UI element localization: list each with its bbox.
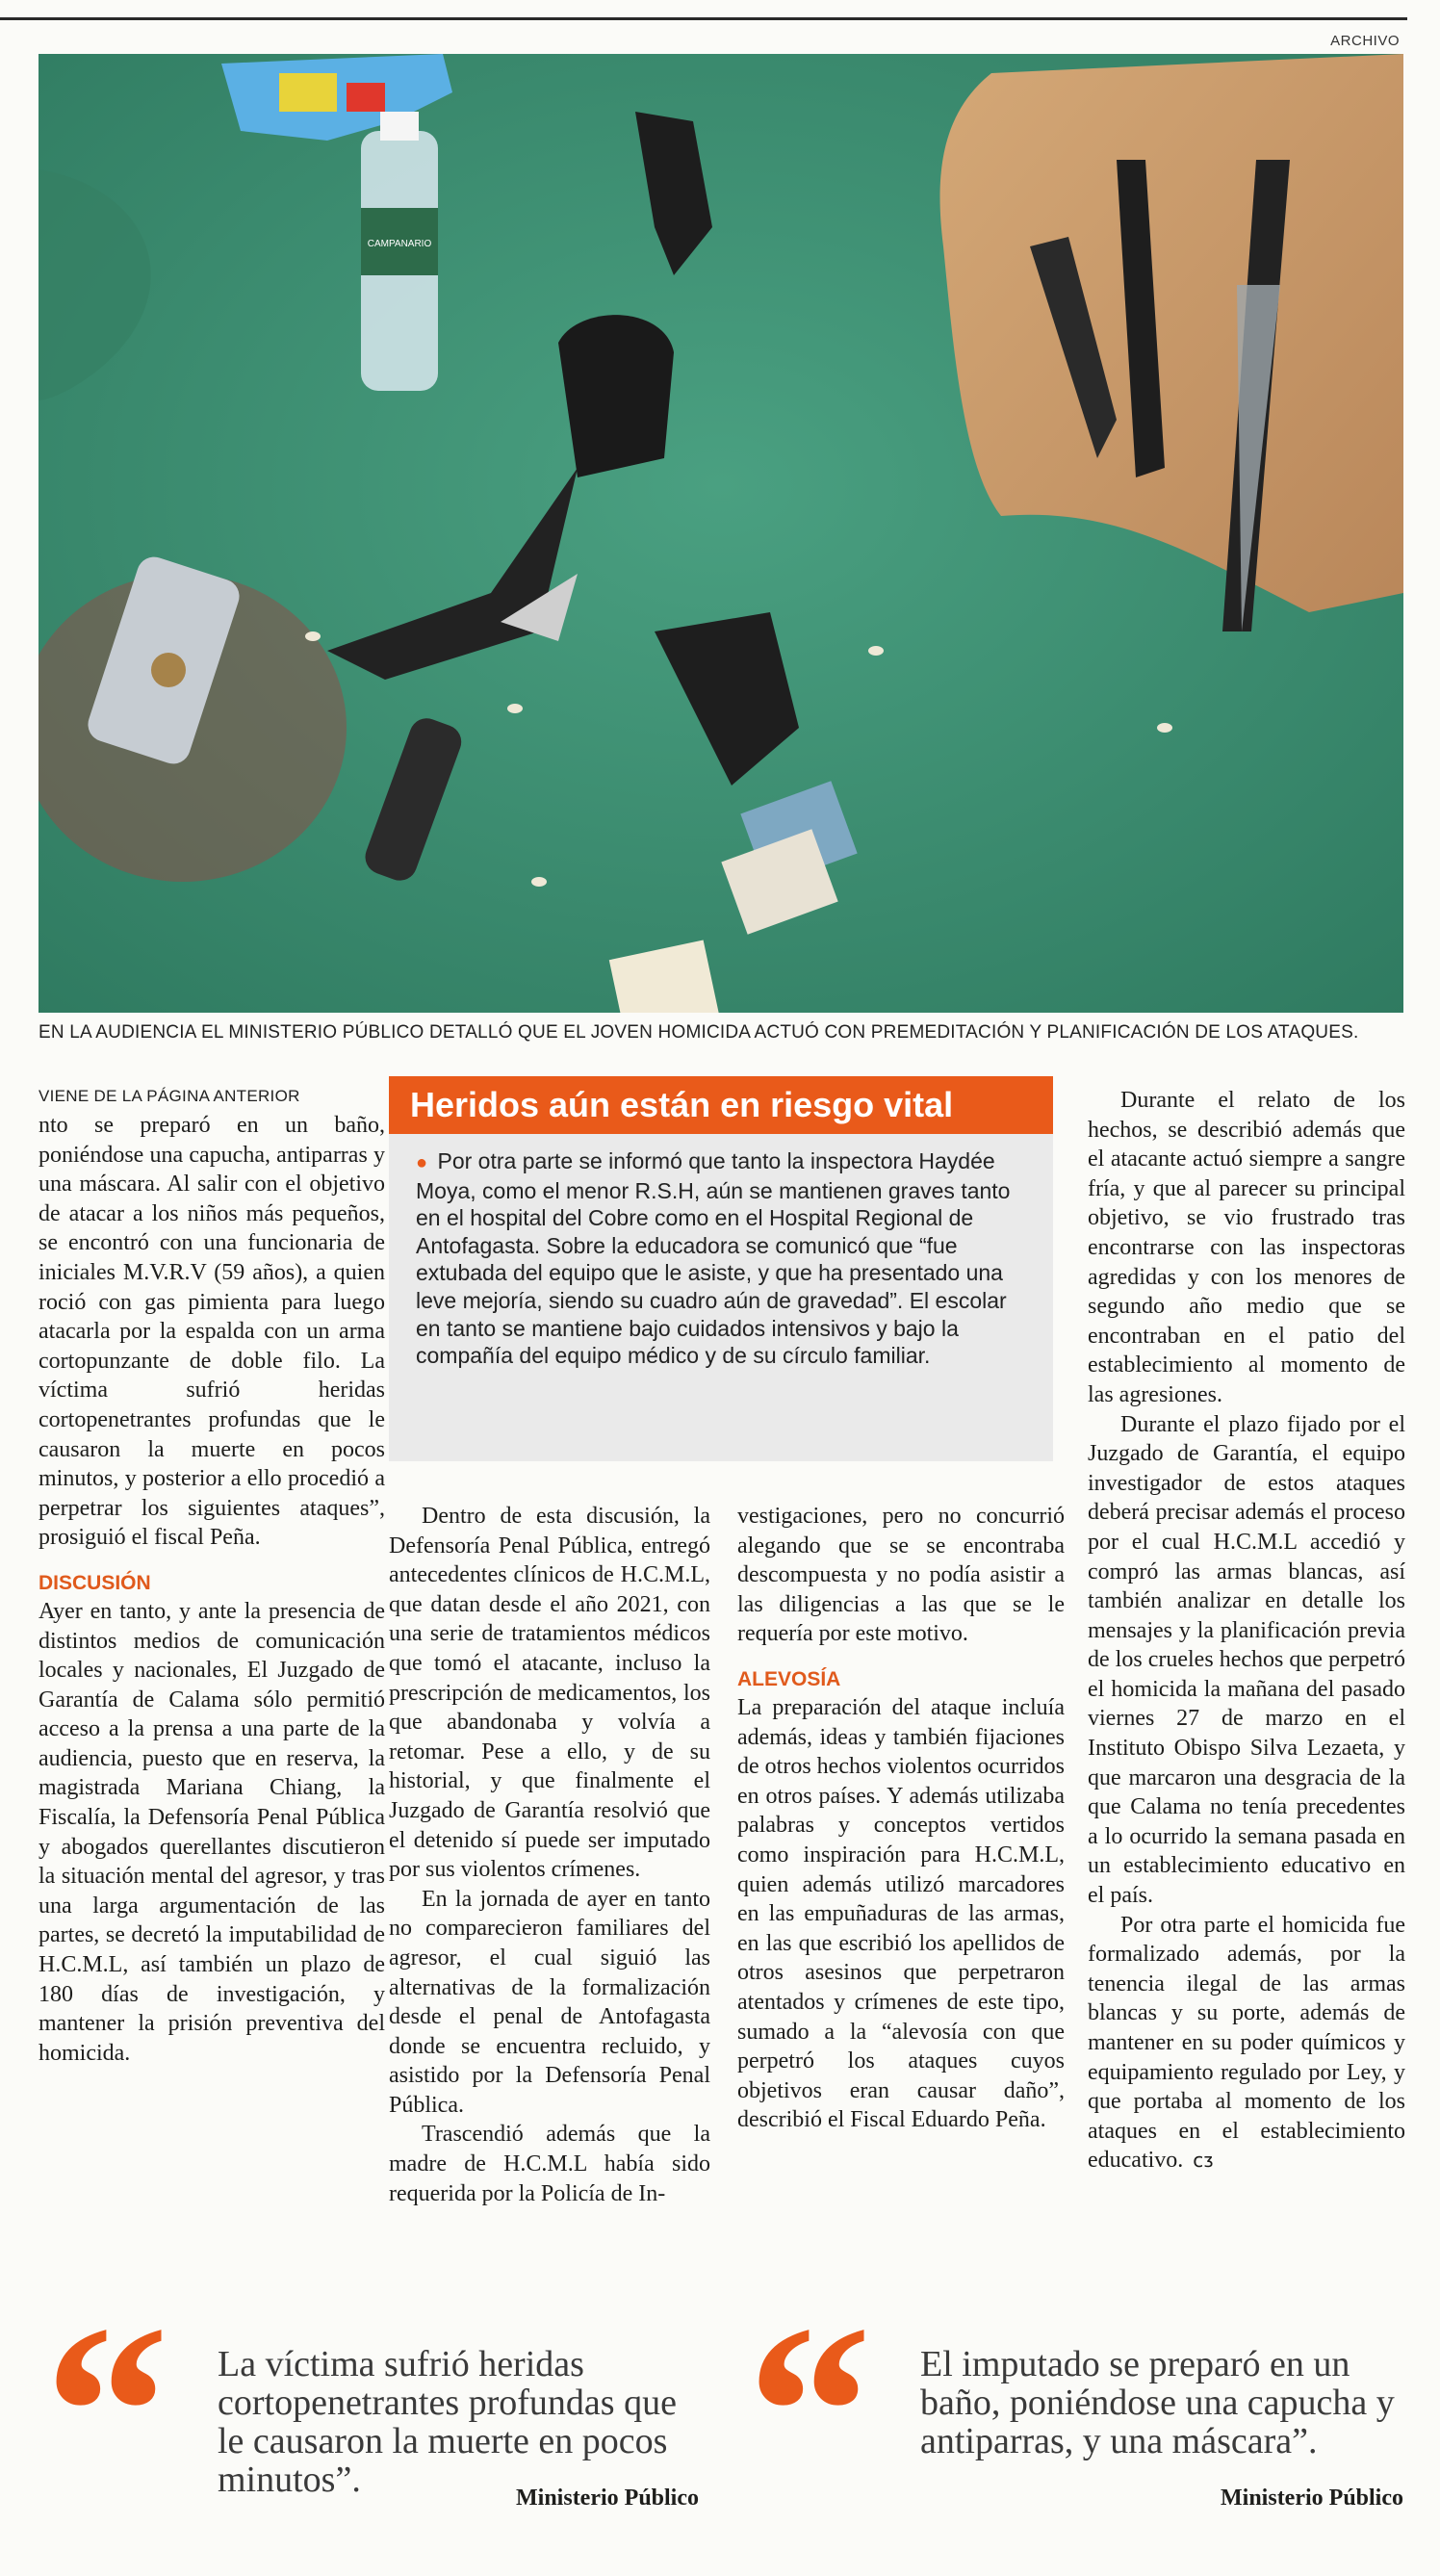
photo-caption: EN LA AUDIENCIA EL MINISTERIO PÚBLICO DETALLÓ QUE EL JOVEN HOMICIDA ACTUÓ CON PREMEDITACIÓN Y PLANIFICACIÓN DE LOS ATAQUES.	[39, 1022, 1359, 1043]
column4-paragraph-2: Durante el plazo fijado por el Juzgado de Garantía, el equipo investigador de estos ataques deberá precisar además el proceso por el cual H.C.M.L accedió y compró las armas blancas, así también analizar en detalle los mensajes y la planificación previa de los crueles hechos que perpetró el homicida la mañana del pasado viernes 27 de marzo en el Instituto Obispo Silva Lezaeta, y que marcaron una desgracia de la que Calama no tenía precedentes a lo ocurrido la semana pasada en un establecimiento educativo en el país.	[1088, 1411, 1405, 1909]
pull-quote-2	[747, 2274, 1403, 2551]
quote-mark-icon: “	[747, 2274, 872, 2551]
column4-paragraph-3-text: Por otra parte el homicida fue formalizado además, por la tenencia ilegal de las armas blancas y su porte, además de mantener en su poder químicos y equipamiento regulado por Ley, y que portaba al momento de los ataques en el establecimiento educativo.	[1088, 1912, 1405, 2174]
column-4	[1088, 1086, 1405, 2176]
pull-quote-source: Ministerio Público	[516, 2486, 699, 2511]
column2-paragraph-2: En la jornada de ayer en tanto no comparecieron familiares del agresor, el cual siguió las alternativas de la formalización desde el penal de Antofagasta donde se encuentra recluido, y asistido por la Defensoría Penal Pública.	[389, 1886, 710, 2118]
evidence-photo	[39, 54, 1403, 1013]
column1-paragraph-2: Ayer en tanto, y ante la presencia de distintos medios de comunicación locales y nacionales, El Juzgado de Garantía de Calama sólo permitió acceso a la prensa a una parte de la audiencia, puesto que en reserva, la magistrada Mariana Chiang, la Fiscalía, la Defensoría Penal Pública y abogados querellantes discutieron la situación mental del agresor, y tras una larga argumentación de las partes, se decretó la imputabilidad de H.C.M.L, así también un plazo de 180 días de investigación, y mantener la prisión preventiva del homicida.	[39, 1598, 385, 2066]
pull-quote-text: La víctima sufrió heridas cortopenetrantes profundas que le causaron la muerte en pocos minutos”.	[218, 2344, 677, 2500]
sidebar-box-body	[389, 1134, 1053, 1370]
column-1	[39, 1086, 385, 2068]
column3-paragraph-1: vestigaciones, pero no concurrió alegando que se se encontraba descompuesta y no podía asistir a las diligencias a las que se le requería por este motivo.	[737, 1504, 1065, 1647]
subhead-discusion: DISCUSIÓN	[39, 1571, 151, 1594]
mask	[558, 315, 674, 477]
subhead-alevosia: ALEVOSÍA	[737, 1667, 841, 1690]
column1-paragraph-1: nto se preparó en un baño, poniéndose una capucha, antiparras y una máscara. Al salir con el objetivo de atacar a los niños más pequeños, se encontró con una funcionaria de iniciales M.V.R.V (59 años), a quien roció con gas pimienta para luego atacarla por la espalda con un arma cortopunzante de doble filo. La víctima sufrió heridas cortopenetrantes profundas que le causaron la muerte en pocos minutos, y posterior a ello procedió a perpetrar los siguientes ataques”, prosiguió el fiscal Peña.	[39, 1113, 385, 1551]
sidebar-box	[389, 1076, 1053, 1461]
column-2	[389, 1502, 710, 2208]
column4-paragraph-1: Durante el relato de los hechos, se describió además que el atacante actuó siempre a sangre fría, y que al parecer su principal objetivo, se vio frustrado tras encontrarse con las inspectoras agredidas y con los menores de segundo año medio que se encontraban en el patio del establecimiento al momento de las agresiones.	[1088, 1088, 1405, 1407]
photo-credit: ARCHIVO	[1330, 33, 1400, 49]
column2-paragraph-3: Trascendió además que la madre de H.C.M.L había sido requerida por la Policía de In-	[389, 2122, 710, 2206]
evidence-photo-illustration	[39, 54, 1403, 1013]
continued-kicker: VIENE DE LA PÁGINA ANTERIOR	[39, 1087, 300, 1105]
column2-paragraph-1: Dentro de esta discusión, la Defensoría Penal Pública, entregó antecedentes clínicos de H.C.M.L, que datan desde el año 2021, con una serie de tratamientos médicos que tomó el atacante, incluso la prescripción de medicamentos, los que abandonaba y volvía a retomar. Pese a ello, y de su historial, y que finalmente el Juzgado de Garantía resolvió que el detenido sí puede ser imputado por sus violentos crímenes.	[389, 1504, 710, 1883]
sidebar-box-title: Heridos aún están en riesgo vital	[389, 1076, 1053, 1134]
column4-paragraph-3	[1088, 1911, 1405, 2176]
pull-quote-1	[44, 2274, 699, 2551]
bullet-icon: ●	[416, 1152, 428, 1173]
end-mark-icon: ᴄᴣ	[1193, 2149, 1214, 2173]
pull-quote-source: Ministerio Público	[1221, 2486, 1403, 2511]
svg-text:CAMPANARIO: CAMPANARIO	[367, 239, 432, 249]
column3-paragraph-2: La preparación del ataque incluía además, ideas y también fijaciones de otros hechos violentos ocurridos en otros países. Y además utilizaba palabras y conceptos vertidos como inspiración para H.C.M.L, quien además utilizó marcadores en las empuñaduras de las armas, en las que escribió los apellidos de otros asesinos que perpetraron atentados y crímenes de este tipo, sumado a la “alevosía con que perpetró los ataques cuyos objetivos eran causar daño”, describió el Fiscal Eduardo Peña.	[737, 1694, 1065, 2133]
column-3	[737, 1502, 1065, 2135]
quote-mark-icon: “	[44, 2274, 169, 2551]
top-rule	[0, 17, 1407, 20]
sidebar-box-text: Por otra parte se informó que tanto la inspectora Haydée Moya, como el menor R.S.H, aún se mantienen graves tanto en el hospital del Cobre como en el Hospital Regional de Antofagasta. Sobre la educadora se comunicó que “fue extubada del equipo que le asiste, y que ha presentado una leve mejoría, siendo su cuadro aún de gravedad”. El escolar en tanto se mantiene bajo cuidados intensivos y bajo la compañía del equipo médico y de su círculo familiar.	[416, 1148, 1011, 1369]
pull-quote-text: El imputado se preparó en un baño, poniéndose una capucha y antiparras, y una máscara”.	[920, 2344, 1395, 2461]
